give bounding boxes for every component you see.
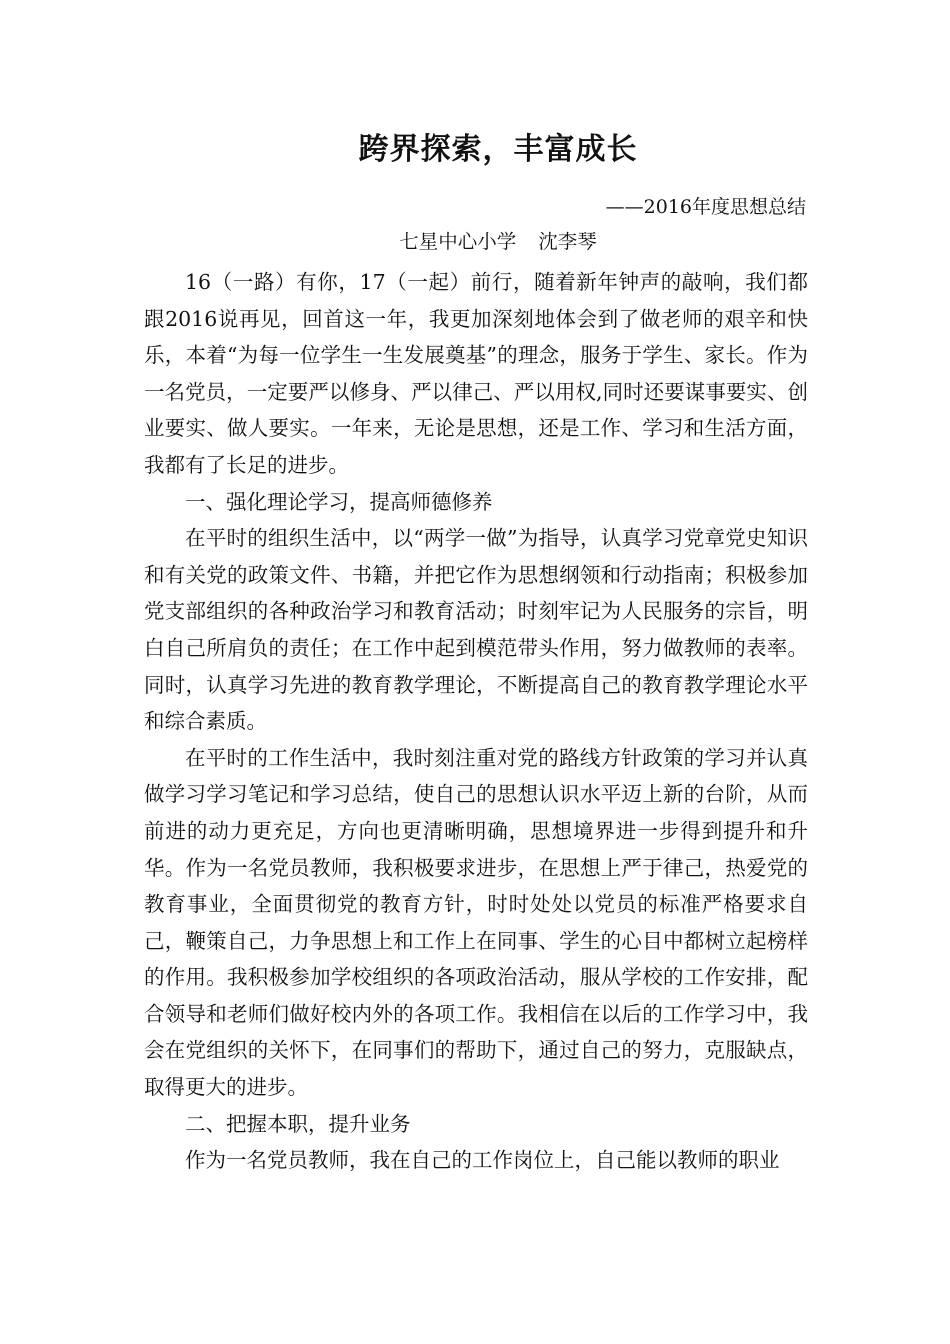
author-line xyxy=(0,227,950,257)
author-school: 七星中心小学 xyxy=(399,230,517,253)
intro-paragraph: 16（一路）有你，17（一起）前行，随着新年钟声的敲响，我们都跟2016说再见，回首这一年，我更加深刻地体会到了做老师的艰辛和快乐，本着“为每一位学生一生发展奠基”的理念，服务于学生、家长。作为一名党员，一定要严以修身、严以律己、严以用权,同时还要谋事要实、创业要实、做人要实。一年来，无论是思想，还是工作、学习和生活方面，我都有了长足的进步。 xyxy=(144,270,808,477)
body-paragraph-2: 在平时的工作生活中，我时刻注重对党的路线方针政策的学习并认真做学习学习笔记和学习总结，使自己的思想认识水平迈上新的台阶，从而前进的动力更充足，方向也更清晰明确，思想境界进一步得到提升和升华。作为一名党员教师，我积极要求进步，在思想上严于律己，热爱党的教育事业，全面贯彻党的教育方针，时时处处以党员的标准严格要求自己，鞭策自己，力争思想上和工作上在同事、学生的心目中都树立起榜样的作用。我积极参加学校组织的各项政治活动，服从学校的工作安排，配合领导和老师们做好校内外的各项工作。我相信在以后的工作学习中，我会在党组织的关怀下，在同事们的帮助下，通过自己的努力，克服缺点，取得更大的进步。 xyxy=(144,745,808,1100)
body-paragraph-3: 作为一名党员教师，我在自己的工作岗位上，自己能以教师的职业 xyxy=(185,1148,780,1173)
document-subtitle: ——2016年度思想总结 xyxy=(605,196,806,218)
section-heading-2: 二、把握本职，提升业务 xyxy=(185,1111,411,1136)
body-paragraph-1: 在平时的组织生活中，以“两学一做”为指导，认真学习党章党史知识和有关党的政策文件、书籍，并把它作为思想纲领和行动指南；积极参加党支部组织的各种政治学习和教育活动；时刻牢记为人民服务的宗旨，明白自己所肩负的责任；在工作中起到模范带头作用，努力做教师的表率。同时，认真学习先进的教育教学理论，不断提高自己的教育教学理论水平和综合素质。 xyxy=(144,526,808,734)
author-name: 沈李琴 xyxy=(538,230,597,253)
section-heading-1: 一、强化理论学习，提高师德修养 xyxy=(185,489,493,514)
document-body xyxy=(144,264,808,1179)
document-title: 跨界探索，丰富成长 xyxy=(358,132,638,167)
